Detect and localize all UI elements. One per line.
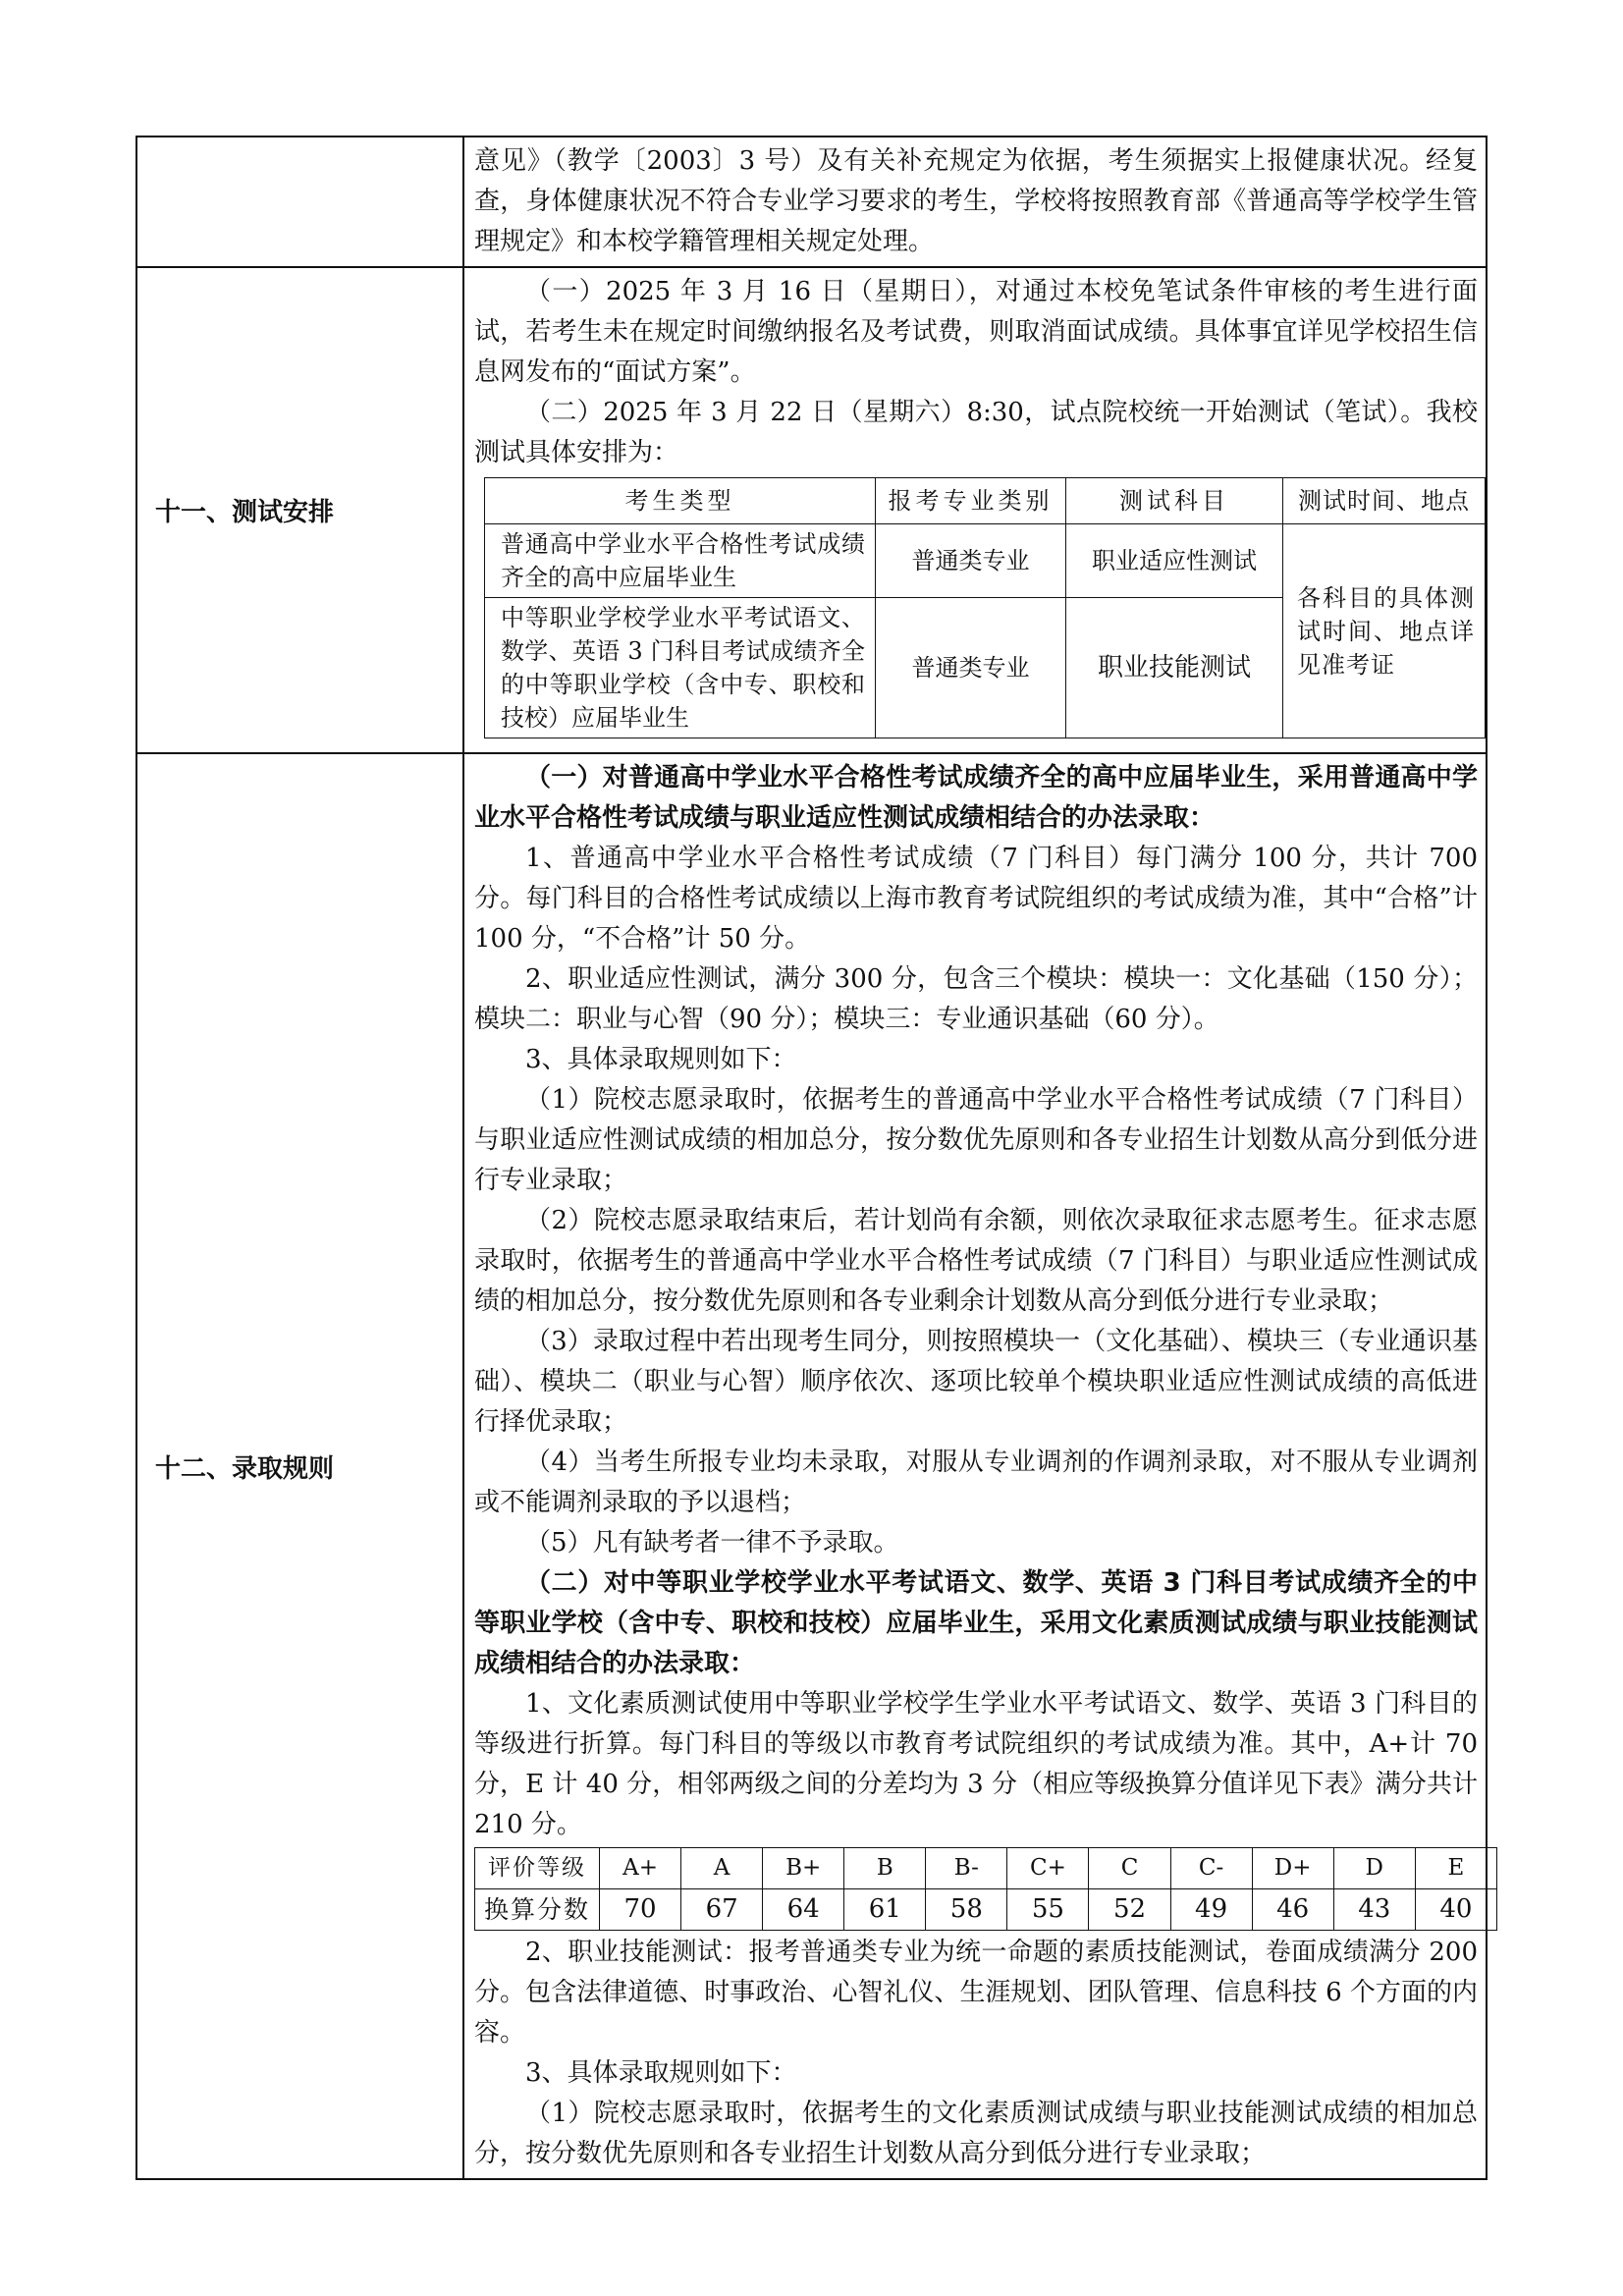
row2-category: 普通类专业	[876, 598, 1066, 738]
score-cell: 49	[1170, 1889, 1252, 1931]
grade-cell: A+	[600, 1848, 681, 1889]
score-row-label: 换算分数	[475, 1889, 600, 1931]
grade-cell: E	[1415, 1848, 1496, 1889]
grade-cell: A	[681, 1848, 763, 1889]
section11-para2: （二）2025 年 3 月 22 日（星期六）8:30，试点院校统一开始测试（笔试）。我校测试具体安排为：	[474, 398, 1478, 467]
score-cell: 55	[1007, 1889, 1089, 1931]
main-table	[135, 136, 1488, 2180]
section11-label: 十一、测试安排	[136, 267, 463, 753]
score-cell: 64	[763, 1889, 844, 1931]
grade-cell: B+	[763, 1848, 844, 1889]
grade-cell: C	[1089, 1848, 1170, 1889]
section12-p4: 3、具体录取规则如下：	[525, 1045, 797, 1074]
row1-type: 普通高中学业水平合格性考试成绩齐全的高中应届毕业生	[485, 524, 876, 598]
section12-bold-2: （二）对中等职业学校学业水平考试语文、数学、英语 3 门科目考试成绩齐全的中等职业学校（含中专、职校和技校）应届毕业生，采用文化素质测试成绩与职业技能测试成绩相结合的办法录取：	[474, 1568, 1478, 1678]
score-cell: 43	[1333, 1889, 1415, 1931]
test-schedule-table	[484, 477, 1486, 738]
header-type: 考生类型	[485, 478, 876, 524]
header-time-place: 测试时间、地点	[1283, 478, 1486, 524]
section12-p2: 1、普通高中学业水平合格性考试成绩（7 门科目）每门满分 100 分，共计 700 分。每门科目的合格性考试成绩以上海市教育考试院组织的考试成绩为准，其中“合格”计 100 分，“不合格”计 50 分。	[474, 844, 1478, 954]
row-section11	[136, 267, 1487, 753]
section12-p7: （3）录取过程中若出现考生同分，则按照模块一（文化基础）、模块三（专业通识基础）、模块二（职业与心智）顺序依次、逐项比较单个模块职业适应性测试成绩的高低进行择优录取；	[474, 1327, 1478, 1437]
section11-para1: （一）2025 年 3 月 16 日（星期日），对通过本校免笔试条件审核的考生进行面试，若考生未在规定时间缴纳报名及考试费，则取消面试成绩。具体事宜详见学校招生信息网发布的“面试方案”。	[474, 277, 1478, 387]
score-cell: 46	[1252, 1889, 1333, 1931]
row-health	[136, 137, 1487, 267]
time-place-cell: 各科目的具体测试时间、地点详见准考证	[1283, 524, 1486, 738]
empty-label-cell	[136, 137, 463, 267]
section12-p11: 1、文化素质测试使用中等职业学校学生学业水平考试语文、数学、英语 3 门科目的等级进行折算。每门科目的等级以市教育考试院组织的考试成绩为准。其中，A+计 70 分，E 计 40 分，相邻两级之间的分差均为 3 分（相应等级换算分值详见下表》满分共计 210 分。	[474, 1689, 1478, 1839]
grade-cell: C+	[1007, 1848, 1089, 1889]
score-cell: 58	[926, 1889, 1007, 1931]
section12-p14: （1）院校志愿录取时，依据考生的文化素质测试成绩与职业技能测试成绩的相加总分，按分数优先原则和各专业招生计划数从高分到低分进行专业录取；	[474, 2099, 1478, 2168]
section12-p13: 3、具体录取规则如下：	[525, 2058, 797, 2088]
score-cell: 70	[600, 1889, 681, 1931]
row2-type: 中等职业学校学业水平考试语文、数学、英语 3 门科目考试成绩齐全的中等职业学校（含中专、职校和技校）应届毕业生	[485, 598, 876, 738]
score-cell: 40	[1415, 1889, 1496, 1931]
health-paragraph: 意见》（教学〔2003〕3 号）及有关补充规定为依据，考生须据实上报健康状况。经复查，身体健康状况不符合专业学习要求的考生，学校将按照教育部《普通高等学校学生管理规定》和本校学籍管理相关规定处理。	[474, 146, 1478, 256]
grade-row	[475, 1848, 1497, 1889]
section12-p5: （1）院校志愿录取时，依据考生的普通高中学业水平合格性考试成绩（7 门科目）与职业适应性测试成绩的相加总分，按分数优先原则和各专业招生计划数从高分到低分进行专业录取；	[474, 1085, 1478, 1195]
section12-p6: （2）院校志愿录取结束后，若计划尚有余额，则依次录取征求志愿考生。征求志愿录取时，依据考生的普通高中学业水平合格性考试成绩（7 门科目）与职业适应性测试成绩的相加总分，按分数优先原则和各专业剩余计划数从高分到低分进行专业录取；	[474, 1206, 1478, 1316]
score-cell: 67	[681, 1889, 763, 1931]
score-cell: 52	[1089, 1889, 1170, 1931]
header-subject: 测试科目	[1066, 478, 1283, 524]
header-category: 报考专业类别	[876, 478, 1066, 524]
grade-cell: C-	[1170, 1848, 1252, 1889]
health-content-cell	[463, 137, 1487, 267]
section12-p3: 2、职业适应性测试，满分 300 分，包含三个模块：模块一：文化基础（150 分）；模块二：职业与心智（90 分）；模块三：专业通识基础（60 分）。	[474, 964, 1478, 1034]
section12-p8: （4）当考生所报专业均未录取，对服从专业调剂的作调剂录取，对不服从专业调剂或不能调剂录取的予以退档；	[474, 1448, 1478, 1517]
grade-cell: B-	[926, 1848, 1007, 1889]
section12-bold-1: （一）对普通高中学业水平合格性考试成绩齐全的高中应届毕业生，采用普通高中学业水平合格性考试成绩与职业适应性测试成绩相结合的办法录取：	[474, 763, 1478, 833]
section11-content	[463, 267, 1487, 753]
grade-cell: D	[1333, 1848, 1415, 1889]
section12-label: 十二、录取规则	[136, 753, 463, 2179]
grade-row-label: 评价等级	[475, 1848, 600, 1889]
section12-p9: （5）凡有缺考者一律不予录取。	[525, 1528, 899, 1558]
grade-cell: D+	[1252, 1848, 1333, 1889]
schedule-header-row	[485, 478, 1486, 524]
section12-p12: 2、职业技能测试：报考普通类专业为统一命题的素质技能测试，卷面成绩满分 200 分。包含法律道德、时事政治、心智礼仪、生涯规划、团队管理、信息科技 6 个方面的内容。	[474, 1938, 1478, 2048]
row1-category: 普通类专业	[876, 524, 1066, 598]
section12-content	[463, 753, 1487, 2179]
row-section12	[136, 753, 1487, 2179]
grade-conversion-table	[474, 1847, 1497, 1931]
score-row	[475, 1889, 1497, 1931]
schedule-row	[485, 524, 1486, 598]
row2-subject: 职业技能测试	[1066, 598, 1283, 738]
grade-cell: B	[844, 1848, 926, 1889]
score-cell: 61	[844, 1889, 926, 1931]
row1-subject: 职业适应性测试	[1066, 524, 1283, 598]
